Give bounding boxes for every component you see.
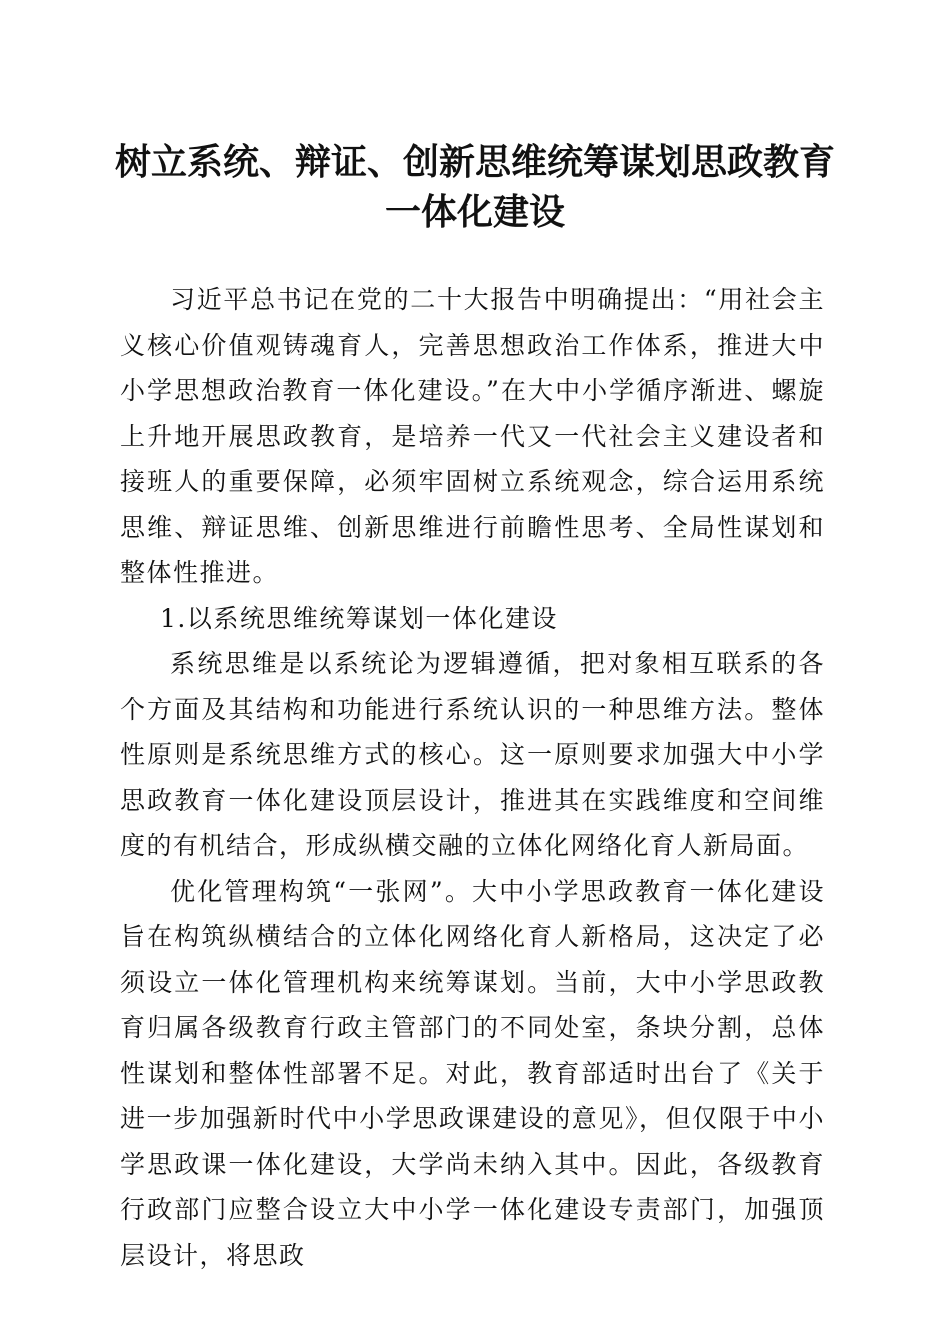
document-title: 树立系统、辩证、创新思维统筹谋划思政教育一体化建设: [114, 141, 835, 233]
paragraph-intro: 习近平总书记在党的二十大报告中明确提出：“用社会主义核心价值观铸魂育人，完善思想政治工作体系，推进大中小学思想政治教育一体化建设。”在大中小学循序渐进、螺旋上升地开展思政教育，是培养一代又一代社会主义建设者和接班人的重要保障，必须牢固树立系统观念，综合运用系统思维、辩证思维、创新思维进行前瞻性思考、全局性谋划和整体性推进。: [120, 285, 825, 587]
paragraph-management-network: 优化管理构筑“一张网”。大中小学思政教育一体化建设旨在构筑纵横结合的立体化网络化育人新格局，这决定了必须设立一体化管理机构来统筹谋划。当前，大中小学思政教育归属各级教育行政主管部门的不同处室，条块分割，总体性谋划和整体性部署不足。对此，教育部适时出台了《关于进一步加强新时代中小学思政课建设的意见》，但仅限于中小学思政课一体化建设，大学尚未纳入其中。因此，各级教育行政部门应整合设立大中小学一体化建设专责部门，加强顶层设计，将思政: [120, 876, 825, 1270]
section-heading-1: 1.以系统思维统筹谋划一体化建设: [160, 603, 558, 633]
paragraph-systems-thinking: 系统思维是以系统论为逻辑遵循，把对象相互联系的各个方面及其结构和功能进行系统认识的一种思维方法。整体性原则是系统思维方式的核心。这一原则要求加强大中小学思政教育一体化建设顶层设计，推进其在实践维度和空间维度的有机结合，形成纵横交融的立体化网络化育人新局面。: [120, 649, 825, 860]
document-body: [120, 277, 825, 1278]
